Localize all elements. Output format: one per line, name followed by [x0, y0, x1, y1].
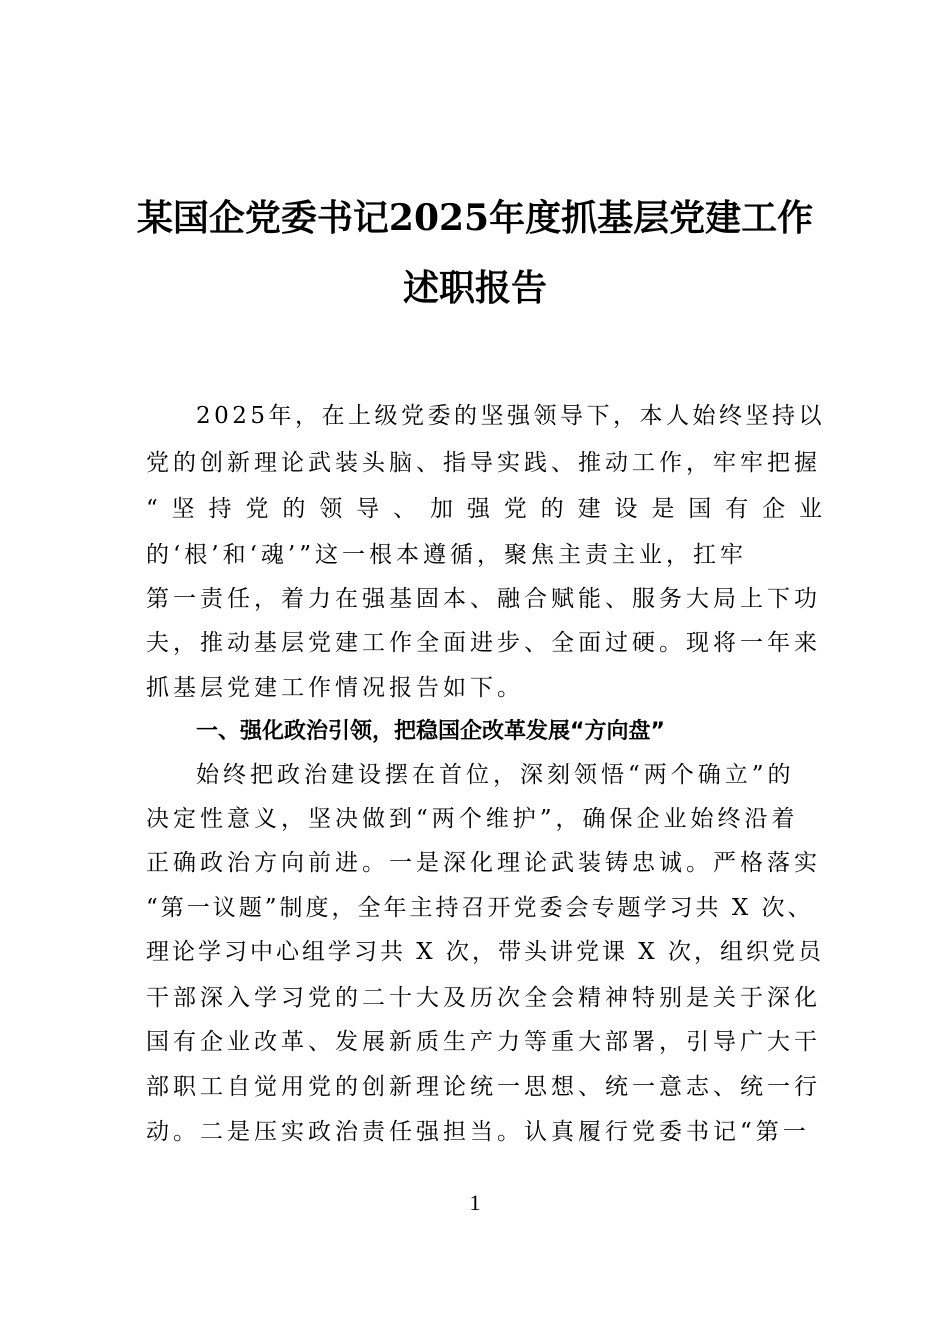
body-line-16: 部职工自觉用党的创新理论统一思想、统一意志、统一行 [146, 1074, 821, 1100]
section-heading-1: 一、强化政治引领，把稳国企改革发展“方向盘” [196, 719, 665, 744]
body-line-1: 2025年，在上级党委的坚强领导下，本人始终坚持以 [196, 403, 826, 429]
body-line-6: 夫，推动基层党建工作全面进步、全面过硬。现将一年来 [146, 630, 821, 656]
body-line-13: 理论学习中心组学习共 X 次，带头讲党课 X 次，组织党员 [146, 939, 824, 965]
body-line-9: 始终把政治建设摆在首位，深刻领悟“两个确立”的 [196, 762, 795, 788]
body-line-2: 党的创新理论武装头脑、指导实践、推动工作，牢牢把握 [146, 450, 821, 476]
body-line-15: 国有企业改革、发展新质生产力等重大部署，引导广大干 [146, 1029, 821, 1055]
body-line-12: “第一议题”制度，全年主持召开党委会专题学习共 X 次、 [146, 895, 814, 921]
body-line-17: 动。二是压实政治责任强担当。认真履行党委书记“第一 [146, 1119, 810, 1145]
body-line-11: 正确政治方向前进。一是深化理论武装铸忠诚。严格落实 [146, 850, 821, 876]
body-line-14: 干部深入学习党的二十大及历次全会精神特别是关于深化 [146, 985, 821, 1011]
body-line-3: “坚持党的领导、加强党的建设是国有企业 [146, 496, 826, 522]
body-line-10: 决定性意义，坚决做到“两个维护”，确保企业始终沿着 [146, 806, 799, 832]
body-line-4: 的‘根’和‘魂’”这一根本遵循，聚焦主责主业，扛牢 [146, 542, 748, 568]
page-number: 1 [469, 1190, 481, 1215]
body-line-7: 抓基层党建工作情况报告如下。 [146, 675, 524, 701]
document-title-line-2: 述职报告 [402, 267, 547, 309]
body-line-5: 第一责任，着力在强基固本、融合赋能、服务大局上下功 [146, 586, 821, 612]
document-title-line-1: 某国企党委书记2025年度抓基层党建工作 [136, 197, 814, 239]
